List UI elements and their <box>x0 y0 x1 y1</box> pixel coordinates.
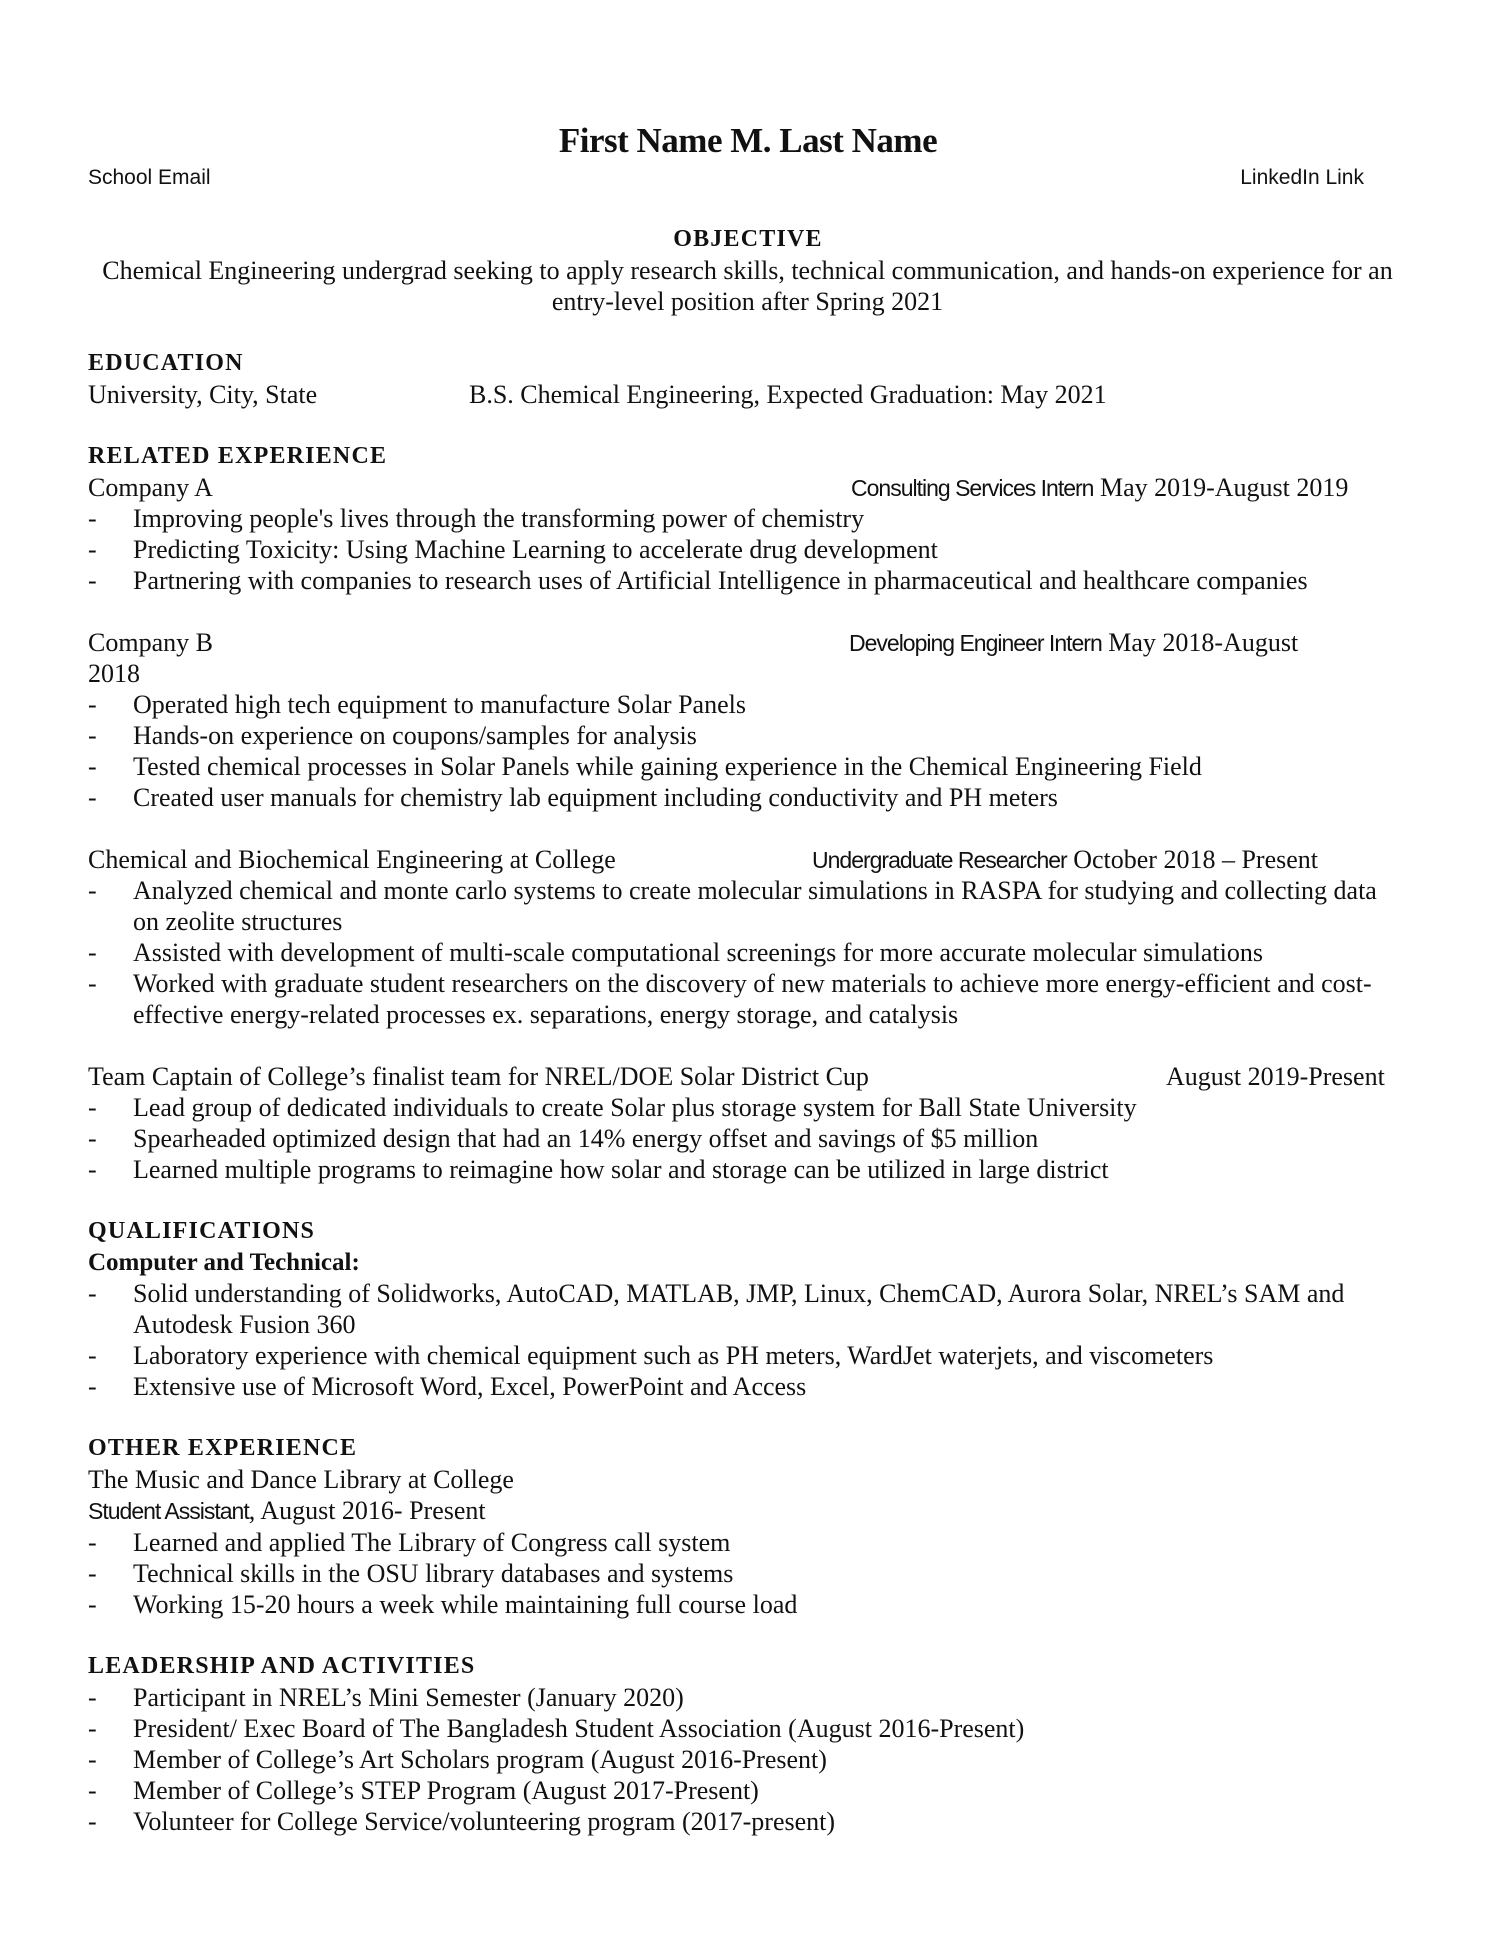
job-dates: August 2019-Present <box>1166 1062 1385 1091</box>
list-item <box>88 1682 1408 1713</box>
dash-marker: - <box>88 938 97 967</box>
list-item <box>88 565 1408 596</box>
contact-row <box>88 162 1408 193</box>
dash-marker: - <box>88 1745 97 1774</box>
spacer <box>88 1030 1408 1061</box>
objective-text: Chemical Engineering undergrad seeking to apply research skills, technical communication, and hands-on experience for an entry-level position after Spring 2021 <box>102 256 1393 316</box>
bullet-text: Technical skills in the OSU library databases and systems <box>133 1559 734 1588</box>
dash-marker: - <box>88 1341 97 1370</box>
list-item <box>88 1713 1408 1744</box>
job-role-dates <box>849 627 1298 659</box>
job-org: Team Captain of College’s finalist team for NREL/DOE Solar District Cup <box>88 1062 869 1091</box>
bullet-text: Learned multiple programs to reimagine how solar and storage can be utilized in large district <box>133 1155 1109 1184</box>
objective-heading: OBJECTIVE <box>673 226 823 252</box>
leadership-heading: LEADERSHIP AND ACTIVITIES <box>88 1653 476 1679</box>
dash-marker: - <box>88 969 97 998</box>
dash-marker: - <box>88 1372 97 1401</box>
dash-marker: - <box>88 1590 97 1619</box>
spacer <box>88 596 1408 627</box>
bullet-text: Lead group of dedicated individuals to create Solar plus storage system for Ball State University <box>133 1093 1137 1122</box>
dash-marker: - <box>88 1124 97 1153</box>
list-item <box>88 1340 1408 1371</box>
dash-marker: - <box>88 1807 97 1836</box>
list-item <box>88 751 1408 782</box>
leadership-list <box>88 1682 1408 1837</box>
dash-marker: - <box>88 876 97 905</box>
bullet-text: Tested chemical processes in Solar Panels while gaining experience in the Chemical Engineering Field <box>133 752 1202 781</box>
bullet-text: Analyzed chemical and monte carlo systems to create molecular simulations in RASPA for studying and collecting data on zeolite structures <box>133 876 1377 936</box>
dash-marker: - <box>88 1155 97 1184</box>
list-item <box>88 1775 1408 1806</box>
dash-marker: - <box>88 1714 97 1743</box>
other-dates: , August 2016- Present <box>248 1496 486 1525</box>
dash-marker: - <box>88 690 97 719</box>
related-experience-heading: RELATED EXPERIENCE <box>88 443 388 469</box>
list-item <box>88 1527 1408 1558</box>
list-item <box>88 1806 1408 1837</box>
list-item <box>88 1123 1408 1154</box>
dash-marker: - <box>88 1776 97 1805</box>
job-header <box>88 472 1408 503</box>
list-item <box>88 1371 1408 1402</box>
bullet-text: Volunteer for College Service/volunteering program (2017-present) <box>133 1807 836 1836</box>
list-item <box>88 720 1408 751</box>
job-header <box>88 627 1408 658</box>
dash-marker: - <box>88 504 97 533</box>
bullet-text: Operated high tech equipment to manufacture Solar Panels <box>133 690 746 719</box>
linkedin-link: LinkedIn Link <box>1240 166 1364 189</box>
dash-marker: - <box>88 535 97 564</box>
job-role: Developing Engineer Intern <box>849 630 1102 656</box>
bullet-text: Extensive use of Microsoft Word, Excel, PowerPoint and Access <box>133 1372 807 1401</box>
other-role: Student Assistant <box>88 1498 249 1524</box>
bullet-text: Member of College’s Art Scholars program (August 2016-Present) <box>133 1745 827 1774</box>
dash-marker: - <box>88 1528 97 1557</box>
degree: B.S. Chemical Engineering, Expected Graduation: May 2021 <box>469 380 1107 409</box>
school-email: School Email <box>88 166 211 189</box>
dash-marker: - <box>88 721 97 750</box>
list-item <box>88 689 1408 720</box>
other-list <box>88 1527 1408 1620</box>
job-org: Chemical and Biochemical Engineering at College <box>88 845 616 874</box>
other-org: The Music and Dance Library at College <box>88 1465 514 1494</box>
dash-marker: - <box>88 752 97 781</box>
bullet-text: Partnering with companies to research uses of Artificial Intelligence in pharmaceutical and healthcare companies <box>133 566 1308 595</box>
job-role: Consulting Services Intern <box>851 475 1094 501</box>
list-item <box>88 1589 1408 1620</box>
qualifications-heading: QUALIFICATIONS <box>88 1218 316 1244</box>
job-role: Undergraduate Researcher <box>812 847 1067 873</box>
list-item <box>88 968 1408 1030</box>
list-item <box>88 937 1408 968</box>
qualifications-list <box>88 1278 1408 1402</box>
list-item <box>88 782 1408 813</box>
bullet-text: Learned and applied The Library of Congress call system <box>133 1528 731 1557</box>
job-dates: May 2019-August 2019 <box>1099 473 1349 502</box>
qualifications-subheading: Computer and Technical: <box>88 1249 360 1276</box>
dash-marker: - <box>88 1559 97 1588</box>
bullet-text: Solid understanding of Solidworks, AutoCAD, MATLAB, JMP, Linux, ChemCAD, Aurora Solar, NREL’s SAM and Autodesk Fusion 360 <box>133 1279 1345 1339</box>
bullet-text: Created user manuals for chemistry lab equipment including conductivity and PH meters <box>133 783 1058 812</box>
bullet-text: Working 15-20 hours a week while maintaining full course load <box>133 1590 798 1619</box>
job-role-dates <box>1166 1061 1385 1092</box>
job-dates: October 2018 – Present <box>1073 845 1318 874</box>
job-dates-continued: 2018 <box>88 659 140 688</box>
resume <box>88 120 1408 1837</box>
job-org: Company B <box>88 628 213 657</box>
bullet-text: Hands-on experience on coupons/samples for analysis <box>133 721 697 750</box>
candidate-name: First Name M. Last Name <box>558 121 938 160</box>
list-item <box>88 1558 1408 1589</box>
dash-marker: - <box>88 1093 97 1122</box>
bullet-text: Assisted with development of multi-scale computational screenings for more accurate molecular simulations <box>133 938 1263 967</box>
job-bullets <box>88 875 1408 1030</box>
bullet-text: Improving people's lives through the transforming power of chemistry <box>133 504 865 533</box>
list-item <box>88 1744 1408 1775</box>
list-item <box>88 1154 1408 1185</box>
job-header <box>88 1061 1408 1092</box>
job-org: Company A <box>88 473 213 502</box>
other-experience-heading: OTHER EXPERIENCE <box>88 1435 358 1461</box>
bullet-text: Predicting Toxicity: Using Machine Learning to accelerate drug development <box>133 535 938 564</box>
job-bullets <box>88 503 1408 596</box>
bullet-text: Spearheaded optimized design that had an 14% energy offset and savings of $5 million <box>133 1124 1039 1153</box>
education-entry <box>88 379 1408 410</box>
bullet-text: Laboratory experience with chemical equipment such as PH meters, WardJet waterjets, and viscometers <box>133 1341 1214 1370</box>
job-bullets <box>88 689 1408 813</box>
dash-marker: - <box>88 783 97 812</box>
dash-marker: - <box>88 1279 97 1308</box>
other-role-line <box>88 1495 1408 1527</box>
bullet-text: President/ Exec Board of The Bangladesh Student Association (August 2016-Present) <box>133 1714 1025 1743</box>
bullet-text: Member of College’s STEP Program (August 2017-Present) <box>133 1776 759 1805</box>
job-header <box>88 844 1408 875</box>
list-item <box>88 534 1408 565</box>
dash-marker: - <box>88 1683 97 1712</box>
job-dates: May 2018-August <box>1108 628 1299 657</box>
dash-marker: - <box>88 566 97 595</box>
list-item <box>88 1278 1408 1340</box>
job-role-dates <box>812 844 1318 876</box>
list-item <box>88 503 1408 534</box>
school: University, City, State <box>88 380 318 409</box>
job-bullets <box>88 1092 1408 1185</box>
bullet-text: Participant in NREL’s Mini Semester (January 2020) <box>133 1683 684 1712</box>
spacer <box>88 813 1408 844</box>
education-heading: EDUCATION <box>88 350 244 376</box>
list-item <box>88 1092 1408 1123</box>
job-role-dates <box>851 472 1348 504</box>
bullet-text: Worked with graduate student researchers on the discovery of new materials to achieve more energy-efficient and cost-effective energy-related processes ex. separations, energy storage, and catalysis <box>133 969 1372 1029</box>
list-item <box>88 875 1408 937</box>
